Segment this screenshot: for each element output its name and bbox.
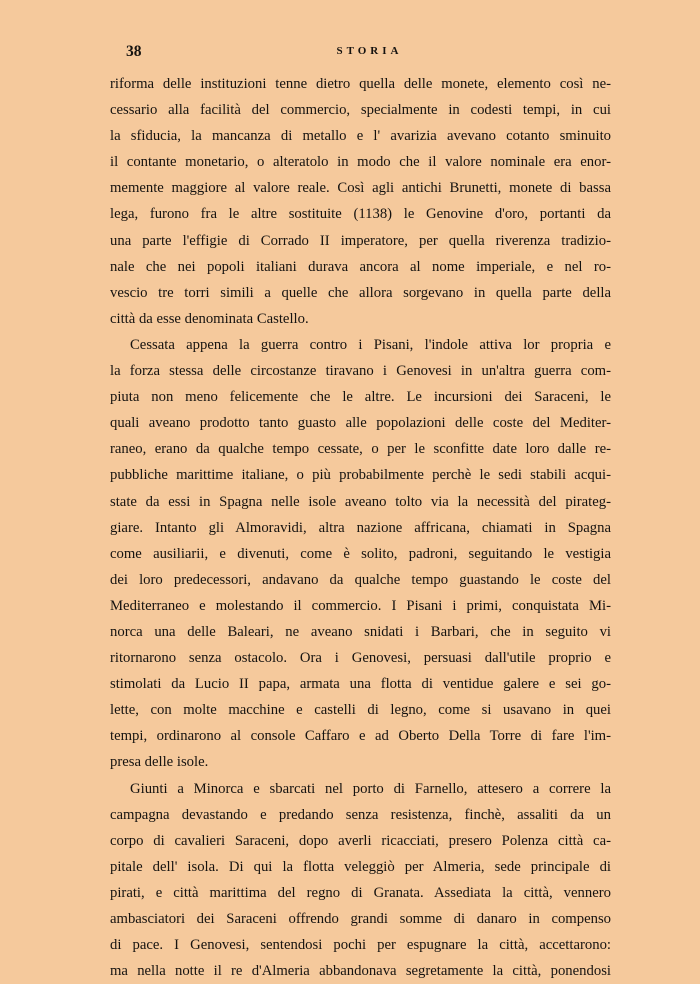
paragraph [110,332,611,776]
text-line: Giunti a Minorca e sbarcati nel porto di Farnello, attesero a correre la [130,780,611,797]
text-line: una parte l'effigie di Corrado II imperatore, per quella riverenza tradizio- [110,232,611,249]
text-line: corpo di cavalieri Saraceni, dopo averli ricacciati, presero Polenza città ca- [110,832,611,849]
text-line: stimolati da Lucio II papa, armata una flotta di ventidue galere e sei go- [110,676,611,693]
body-text [110,71,611,984]
running-head [110,43,611,65]
text-line: come ausiliarii, e divenuti, come è solito, padroni, seguitando le vestigia [110,545,611,562]
running-title: STORIA [336,45,403,57]
text-line: la forza stessa delle circostanze tiravano i Genovesi in un'altra guerra com- [110,363,611,380]
text-line: pirati, e città marittima del regno di Granata. Assediata la città, vennero [110,884,611,901]
text-line: Cessata appena la guerra contro i Pisani, l'indole attiva lor propria e [130,336,611,353]
text-line: piuta non meno felicemente che le altre. Le incursioni dei Saraceni, le [110,389,611,406]
text-line: giare. Intanto gli Almoravidi, altra nazione affricana, chiamati in Spagna [110,519,611,536]
text-line: state da essi in Spagna nelle isole aveano tolto via la necessità del pirateg- [110,493,611,510]
text-line: lega, furono fra le altre sostituite (1138) le Genovine d'oro, portanti da [110,206,611,223]
text-line: nale che nei popoli italiani durava ancora al nome imperiale, e nel ro- [110,258,611,275]
text-line: quali aveano prodotto tanto guasto alle popolazioni delle coste del Mediter- [110,415,611,432]
paragraph [110,71,611,332]
text-line: tempi, ordinarono al console Caffaro e ad Oberto Della Torre di fare l'im- [110,728,611,745]
text-line: ambasciatori dei Saraceni offrendo grandi somme di danaro in compenso [110,911,611,927]
text-line: vescio tre torri simili a quelle che allora sorgevano in quella parte della [110,284,611,301]
text-line: riforma delle instituzioni tenne dietro quella delle monete, elemento così ne- [110,76,611,92]
text-line: ma nella notte il re d'Almeria abbandonava segretamente la città, ponendosi [110,963,611,980]
text-line: pitale dell' isola. Di qui la flotta veleggiò per Almeria, sede principale di [110,858,611,875]
text-line: pubbliche marittime italiane, o più probabilmente perchè le sedi stabili acqui- [110,467,611,484]
text-line: la sfiducia, la mancanza di metallo e l' avarizia avevano cotanto sminuito [110,128,611,145]
text-line: norca una delle Baleari, ne aveano snidati i Barbari, che in seguito vi [110,623,611,640]
text-line: ritornarono senza ostacolo. Ora i Genovesi, persuasi dall'utile proprio e [110,650,611,667]
paragraph [110,776,611,984]
text-line: memente maggiore al valore reale. Così agli antichi Brunetti, monete di bassa [110,180,611,197]
text-line: il contante monetario, o alteratolo in modo che il valore nominale era enor- [110,154,611,171]
text-line: raneo, erano da qualche tempo cessate, o per le sconfitte date loro dalle re- [110,441,611,458]
text-line: lette, con molte macchine e castelli di legno, come si usavano in quei [110,702,611,719]
text-line: Mediterraneo e molestando il commercio. I Pisani i primi, conquistata Mi- [110,597,611,614]
text-line: campagna devastando e predando senza resistenza, finchè, assaliti da un [110,806,611,823]
page-number: 38 [126,43,142,60]
text-line: cessario alla facilità del commercio, specialmente in codesti tempi, in cui [110,102,611,119]
text-line: presa delle isole. [110,754,209,771]
text-line: di pace. I Genovesi, sentendosi pochi per espugnare la città, accettarono: [110,937,611,954]
text-line: città da esse denominata Castello. [110,310,309,327]
text-line: dei loro predecessori, andavano da qualche tempo guastando le coste del [110,571,611,588]
